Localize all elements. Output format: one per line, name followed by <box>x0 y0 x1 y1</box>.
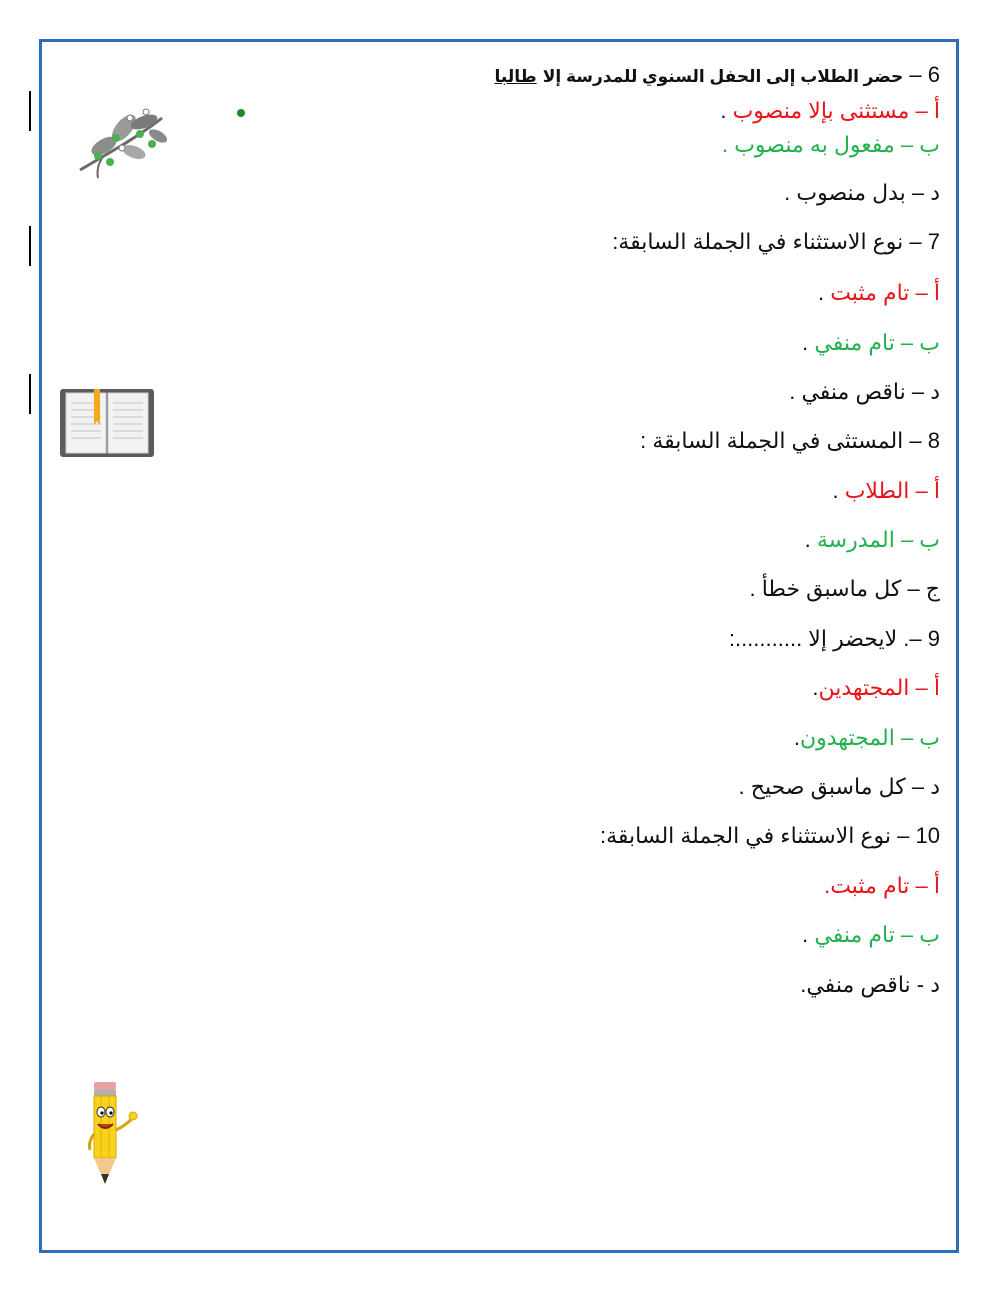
option-tail: . <box>804 527 817 552</box>
question-10-stem: 10 – نوع الاستثناء في الجملة السابقة: <box>599 823 940 848</box>
question-7-stem: 7 – نوع الاستثناء في الجملة السابقة: <box>612 229 940 254</box>
option-tail: . <box>793 725 800 750</box>
book-icon <box>58 385 156 461</box>
question-8-stem: 8 – المستثى في الجملة السابقة : <box>640 428 940 453</box>
q9-option-b[interactable] <box>794 725 940 751</box>
q6-option-d[interactable]: د – بدل منصوب . <box>784 180 940 205</box>
q7-option-a[interactable] <box>818 280 940 306</box>
q10-option-a[interactable]: أ – تام مثبت. <box>824 873 940 898</box>
question-6-stem <box>495 62 940 88</box>
option-tail: . <box>812 675 819 700</box>
q6-option-b[interactable]: ب – مفعول به منصوب . <box>722 132 940 157</box>
option-tail: . <box>802 330 815 355</box>
bullet-dot <box>237 109 245 117</box>
flower-branch-icon <box>74 104 170 180</box>
option-tail: . <box>832 478 845 503</box>
margin-mark <box>29 226 31 266</box>
option-text: ب – المجتهدون <box>799 725 940 750</box>
pencil-character-icon <box>86 1080 142 1192</box>
option-text: أ – المجتهدين <box>818 675 940 700</box>
margin-mark <box>29 91 31 131</box>
option-text: أ – تام مثبت <box>830 280 940 305</box>
question-number: 6 – <box>909 62 940 87</box>
q8-option-c[interactable]: ج – كل ماسبق خطأ . <box>749 576 940 601</box>
q6-option-a[interactable] <box>720 98 940 124</box>
q9-option-d[interactable]: د – كل ماسبق صحيح . <box>738 774 940 799</box>
q10-option-b[interactable] <box>802 922 940 948</box>
q7-option-d[interactable]: د – ناقص منفي . <box>789 379 940 404</box>
option-tail: . <box>802 922 815 947</box>
q8-option-b[interactable] <box>805 527 940 553</box>
q9-option-a[interactable] <box>812 675 940 701</box>
option-text: ب – تام منفي <box>814 330 940 355</box>
option-tail: . <box>817 280 831 305</box>
option-tail: . <box>720 98 733 123</box>
q10-option-d[interactable]: د - ناقص منفي. <box>800 972 940 997</box>
option-text: أ – الطلاب <box>844 478 940 503</box>
q7-option-b[interactable] <box>802 330 940 356</box>
option-text: ب – المدرسة <box>816 527 940 552</box>
underlined-word: طالبا <box>494 67 537 86</box>
margin-mark <box>29 374 31 414</box>
q8-option-a[interactable] <box>832 478 940 504</box>
question-9-stem: 9 –. لايحضر إلا ...........: <box>728 626 940 651</box>
question-text: حضر الطلاب إلى الحفل السنوي للمدرسة إلا <box>542 67 904 86</box>
option-text: أ – مستثنى بإلا منصوب <box>732 98 940 123</box>
option-text: ب – تام منفي <box>814 922 940 947</box>
